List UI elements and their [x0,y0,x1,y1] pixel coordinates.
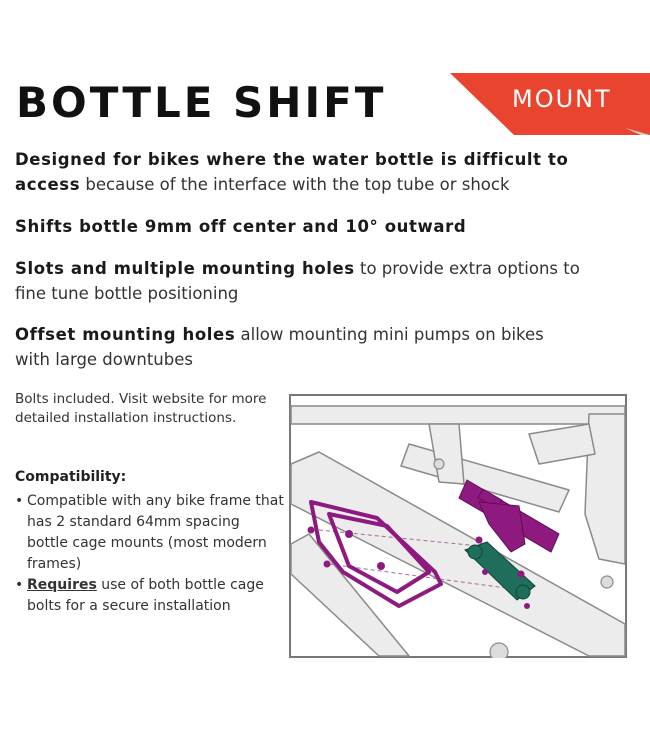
installation-illustration [289,394,627,658]
feature-4-bold: Offset mounting holes [15,325,236,344]
compat-item-1-text: Compatible with any bike frame that has 2 standard 64mm spacing bottle cage mounts (most modern frames) [27,493,284,572]
compatibility-list [15,491,285,617]
compatibility-item-1: • Compatible with any bike frame that has 2 standard 64mm spacing bottle cage mounts (most modern frames) [15,493,284,572]
feature-3 [15,256,585,306]
feature-2 [15,214,615,239]
compatibility-title: Compatibility: [15,469,127,485]
mount-badge-label: MOUNT [512,85,612,113]
feature-2-bold: Shifts bottle 9mm off center and 10° outward [15,217,467,236]
feature-4-text: allow mounting mini pumps on bikes with large downtubes [15,325,544,369]
compat-item-2-lead: Requires [27,577,97,593]
feature-3-text: to provide extra options to fine tune bottle positioning [15,259,580,303]
feature-1 [15,147,615,197]
compat-item-2-text: use of both bottle cage bolts for a secure installation [27,577,264,614]
feature-1-bold: Designed for bikes where the water bottle is difficult to access [15,150,569,194]
feature-4 [15,322,575,372]
feature-1-text: because of the interface with the top tube or shock [80,175,510,194]
feature-3-bold: Slots and multiple mounting holes [15,259,355,278]
compatibility-item-2: • Requires use of both bottle cage bolts for a secure installation [15,577,264,614]
bolts-note: Bolts included. Visit website for more detailed installation instructions. [15,391,267,426]
product-title: BOTTLE SHIFT [16,78,387,127]
